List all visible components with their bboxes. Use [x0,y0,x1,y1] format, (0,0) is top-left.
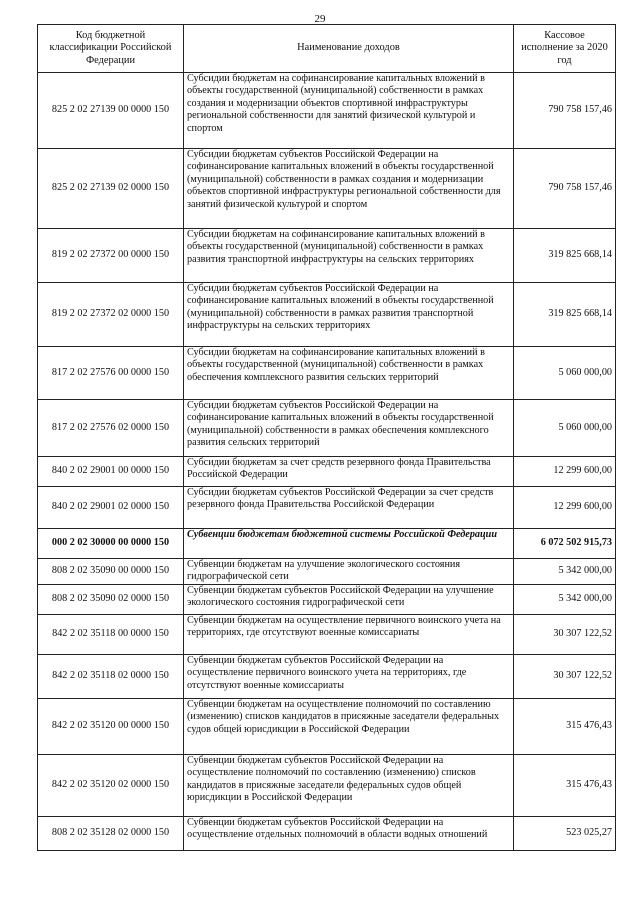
table-row [38,400,616,457]
row-code: 842 2 02 35118 02 0000 150 [38,655,184,699]
table-header-row [38,25,616,73]
header-amount: Кассовое исполнение за 2020 год [514,25,616,73]
row-name: Субсидии бюджетам субъектов Российской Федерации на софинансирование капитальных вложений в объекты государственной (муниципальной) собственности в рамках развития транспортной инфраструктуры на сельских территориях [184,283,514,347]
row-name: Субвенции бюджетам на осуществление первичного воинского учета на территориях, где отсутствуют военные комиссариаты [184,615,514,655]
row-amount: 12 299 600,00 [514,487,616,529]
row-code: 000 2 02 30000 00 0000 150 [38,529,184,559]
row-amount: 319 825 668,14 [514,229,616,283]
table-row [38,457,616,487]
row-amount: 315 476,43 [514,699,616,755]
row-code: 842 2 02 35118 00 0000 150 [38,615,184,655]
row-name: Субсидии бюджетам на софинансирование капитальных вложений в объекты государственной (муниципальной) собственности в рамках обеспечения комплексного развития сельских территорий [184,347,514,400]
row-name: Субсидии бюджетам субъектов Российской Федерации за счет средств резервного фонда Правительства Российской Федерации [184,487,514,529]
row-amount: 30 307 122,52 [514,615,616,655]
header-code: Код бюджетной классификации Российской Федерации [38,25,184,73]
table-row [38,615,616,655]
row-code: 842 2 02 35120 02 0000 150 [38,755,184,817]
table-row [38,149,616,229]
row-code: 817 2 02 27576 02 0000 150 [38,400,184,457]
row-amount: 523 025,27 [514,817,616,851]
table-row [38,283,616,347]
row-amount: 790 758 157,46 [514,149,616,229]
table-row [38,699,616,755]
row-name: Субвенции бюджетам на улучшение экологического состояния гидрографической сети [184,559,514,585]
row-code: 825 2 02 27139 02 0000 150 [38,149,184,229]
row-name: Субвенции бюджетам субъектов Российской Федерации на осуществление полномочий по составлению (изменению) списков кандидатов в присяжные заседатели федеральных судов общей юрисдикции в Российской Федерации [184,755,514,817]
row-amount: 5 342 000,00 [514,559,616,585]
row-name: Субвенции бюджетам субъектов Российской Федерации на осуществление первичного воинского учета на территориях, где отсутствуют военные комиссариаты [184,655,514,699]
row-amount: 5 060 000,00 [514,400,616,457]
row-code: 808 2 02 35128 02 0000 150 [38,817,184,851]
header-name: Наименование доходов [184,25,514,73]
budget-revenue-table [37,24,616,851]
row-name: Субсидии бюджетам за счет средств резервного фонда Правительства Российской Федерации [184,457,514,487]
table-row [38,73,616,149]
row-amount: 319 825 668,14 [514,283,616,347]
row-code: 842 2 02 35120 00 0000 150 [38,699,184,755]
row-amount: 315 476,43 [514,755,616,817]
row-code: 817 2 02 27576 00 0000 150 [38,347,184,400]
row-code: 808 2 02 35090 02 0000 150 [38,585,184,615]
row-code: 808 2 02 35090 00 0000 150 [38,559,184,585]
row-name: Субвенции бюджетам на осуществление полномочий по составлению (изменению) списков кандидатов в присяжные заседатели федеральных судов общей юрисдикции в Российской Федерации [184,699,514,755]
table-row [38,585,616,615]
table-row [38,559,616,585]
row-code: 840 2 02 29001 00 0000 150 [38,457,184,487]
row-code: 819 2 02 27372 02 0000 150 [38,283,184,347]
row-amount: 12 299 600,00 [514,457,616,487]
row-name: Субсидии бюджетам субъектов Российской Федерации на софинансирование капитальных вложений в объекты государственной (муниципальной) собственности в рамках обеспечения комплексного развития сельских территорий [184,400,514,457]
page-number: 29 [314,13,326,25]
row-code: 840 2 02 29001 02 0000 150 [38,487,184,529]
row-amount: 790 758 157,46 [514,73,616,149]
row-amount: 6 072 502 915,73 [514,529,616,559]
row-name: Субсидии бюджетам на софинансирование капитальных вложений в объекты государственной (муниципальной) собственности в рамках развития транспортной инфраструктуры на сельских территориях [184,229,514,283]
table-row [38,655,616,699]
table-row [38,487,616,529]
row-amount: 30 307 122,52 [514,655,616,699]
row-amount: 5 060 000,00 [514,347,616,400]
table-row [38,347,616,400]
row-name: Субсидии бюджетам субъектов Российской Федерации на софинансирование капитальных вложений в объекты государственной (муниципальной) собственности в рамках создания и модернизации объектов спортивной инфраструктуры региональной собственности для занятий физической культурой и спортом [184,149,514,229]
table-row-subtotal [38,529,616,559]
row-code: 819 2 02 27372 00 0000 150 [38,229,184,283]
row-name: Субвенции бюджетам бюджетной системы Российской Федерации [184,529,514,559]
row-code: 825 2 02 27139 00 0000 150 [38,73,184,149]
row-name: Субсидии бюджетам на софинансирование капитальных вложений в объекты государственной (муниципальной) собственности в рамках создания и модернизации объектов спортивной инфраструктуры региональной собственности для занятий физической культурой и спортом [184,73,514,149]
row-amount: 5 342 000,00 [514,585,616,615]
row-name: Субвенции бюджетам субъектов Российской Федерации на осуществление отдельных полномочий в области водных отношений [184,817,514,851]
table-row [38,755,616,817]
row-name: Субвенции бюджетам субъектов Российской Федерации на улучшение экологического состояния гидрографической сети [184,585,514,615]
table-row [38,229,616,283]
table-row [38,817,616,851]
